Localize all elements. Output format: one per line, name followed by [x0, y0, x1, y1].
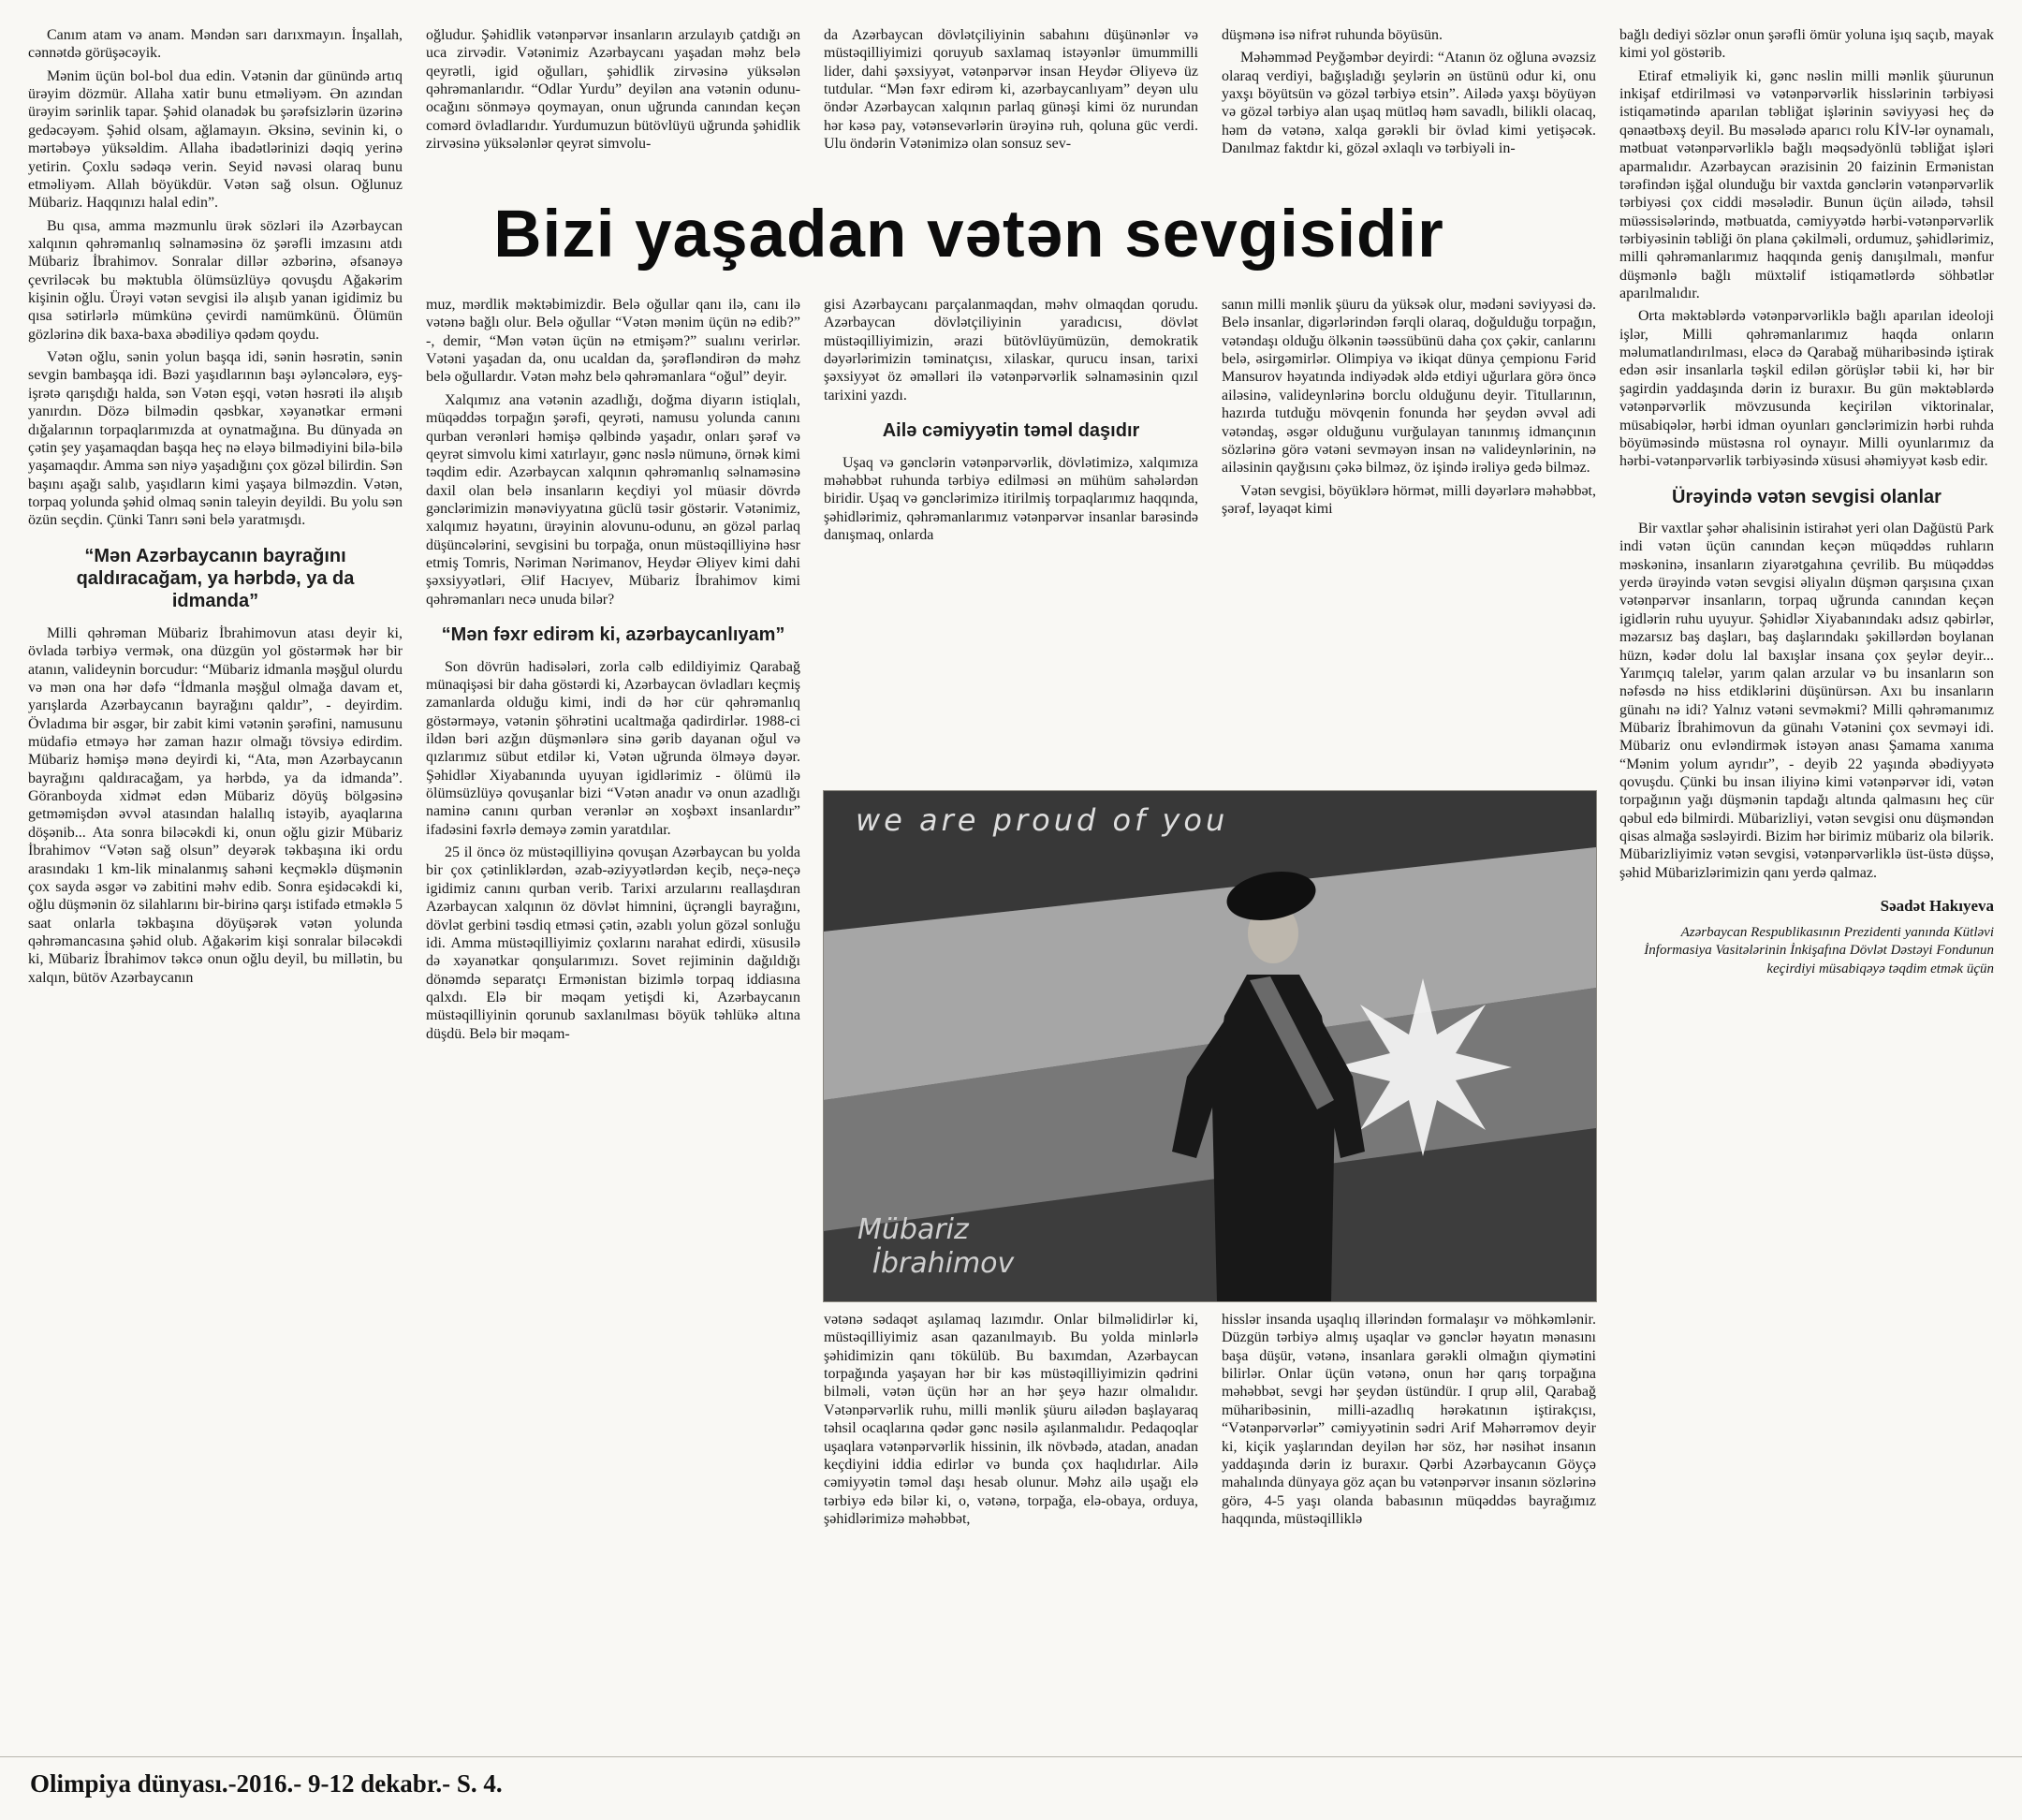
column-2-continuation: [426, 296, 800, 609]
photo-caption-name-line2: İbrahimov: [872, 1247, 1015, 1280]
paragraph: da Azərbaycan dövlətçiliyinin sabahını düşünənlər və müstəqilliyimizi qoruyub saxlamaq istəyənlər ümummilli lider, dahi şəxsiyyət, vətənpərvər insan Heydər Əliyevə üz tutdular. “Mən fəxr edirəm ki, azərbaycanlıyam” deyən ulu öndər Azərbaycan xalqının parlaq günəşi kimi öz nurundan hər kəsə pay, vətənsevərlərin ürəyinə ruh, qoluna güc verdi. Ulu öndərin Vətənimizə olan sonsuz sev-: [824, 27, 1198, 153]
article-column-4-top: [1222, 26, 1596, 202]
article-column-5: [1619, 26, 1994, 1747]
subheading-proud-quote: “Mən fəxr edirəm ki, azərbaycanlıyam”: [441, 624, 785, 646]
column-1-intro: [28, 26, 403, 530]
paragraph: Uşaq və gənclərin vətənpərvərlik, dövlətimizə, xalqımıza məhəbbət ruhunda tərbiyə edilməsi ən mühüm sahələrdən biridir. Uşaq və gənclərimizə itirilmiş torpaqlarımız haqqında, şəhidlərimiz, qəhrəmanlarımız vətənpərvər insanlar barəsində danışmaq, onlarda: [824, 454, 1198, 543]
paragraph: bağlı dediyi sözlər onun şərəfli ömür yoluna işıq saçıb, mayak kimi yol göstərib.: [1619, 27, 1994, 62]
paragraph: Orta məktəblərdə vətənpərvərliklə bağlı aparılan ideoloji işlər, Milli qəhrəmanlarımız haqda onların məlumatlandırılması, eləcə də Qarabağ müharibəsində iştirak edən əsir insanlarla təşkil edilən görüşlər təbii ki, hər bir şagirdin yaddaşında dərin iz buraxır. Bu gün məktəblərdə vətənpərvərlik mövzusunda keçirilən viktorinalar, müsabiqələr, hərbi idman oyunları gənclərimizin hərbi ruhda böyüməsində müstəsna rol oynayır. Milli oyunlarımız da hərbi-vətənpərvərlik tərbiyəsində xüsusi əhəmiyyət kəsb edir.: [1619, 308, 1994, 470]
photo-caption-top: we are proud of you: [856, 802, 1229, 838]
column-5-continuation: [1619, 26, 1994, 471]
paragraph: gisi Azərbaycanı parçalanmaqdan, məhv olmaqdan qorudu. Azərbaycan dövlətçiliyinin yaradıcısı, dövlət müstəqilliyimizin, ərazi bütövlüyümüzün, demokratik dəyərlərimizin təminatçısı, xilaskar, qurucu insan, tarixi şəxsiyyət öz əməlləri ilə vətənpərvərlik səlnaməsinin qızıl tarixini yazdı.: [824, 297, 1198, 404]
column-5-rest: [1619, 520, 1994, 882]
paragraph: hisslər insanda uşaqlıq illərindən formalaşır və möhkəmlənir. Düzgün tərbiyə almış uşaqlar və gənclər həyatın mənasını başa düşür, vətənə, insanlara gərəkli olmağın qiymətini bilirlər. Onlar üçün vətənə, onun hər qarış torpağına məhəbbət, sevgi hər şeydən üstündür. I qrup əlil, Qarabağ müharibəsinin, milli-azadlıq hərəkatının iştirakçısı, “Vətənpərvərlər” cəmiyyətinin sədri Arif Məhərrəmov deyir ki, kiçik yaşlarından deyilən hər söz, hər nəsihət insanın yaddaşında dərin iz buraxır. Qərbi Azərbaycanın Göyçə mahalında dünyaya göz açan bu vətənpərvər insanın sözlərinə görə, 4-5 yaşı olanda babasının müqəddəs bayrağımız haqqında, müstəqilliklə: [1222, 1312, 1596, 1527]
author-attribution: Azərbaycan Respublikasının Prezidenti yanında Kütləvi İnformasiya Vasitələrinin İnkişafına Dövlət Dəstəyi Fondunun keçirdiyi müsabiqəyə təqdim etmək üçün: [1644, 924, 1994, 976]
column-1-rest: [28, 624, 403, 987]
subheading-family-foundation: Ailə cəmiyyətin təməl daşıdır: [882, 420, 1140, 442]
article-column-4-bottom: [1222, 1311, 1596, 1743]
column-3-family-paragraph: [824, 454, 1198, 545]
column-3-continuation: [824, 296, 1198, 404]
paragraph: sanın milli mənlik şüuru da yüksək olur, mədəni səviyyəsi də. Belə insanlar, digərlərindən fərqli olaraq, doğulduğu torpağın, vətəndaşı olduğu ölkənin təəssübünü daha çox çəkir, canlarını belə, əsirgəmirlər. Olimpiya və ikiqat dünya çempionu Fərid Mansurov həyatında indiyədək əldə etdiyi uğurlara görə öncə ailəsinə, valideynlərinə borclu olduğunu deyir. Titullarının, hazırda tutduğu mövqenin fonunda hər şeydən əvvəl adi vətəndaş, əsgər olduğunu vurğulayan tanınmış idmançının sözlərinə görə vətəni sevməyən insan nə valideynlərinin, nə ailəsinin qayğısını çəkə bilməz, öz işində irəliyə gedə bilməz.: [1222, 297, 1596, 477]
article-column-1: [28, 26, 403, 1257]
paragraph: Milli qəhrəman Mübariz İbrahimovun atası deyir ki, övlada tərbiyə vermək, ona düzgün yol göstərmək hər bir atanın, valideynin borcudur: “Mübariz idmanla məşğul olurdu və mən ona hər dəfə “İdmanla məşğul olmağa davam et, yarışlarda Azərbaycanın bayrağını qaldır”, - deyirdim. Övladıma bir əsgər, bir zabit kimi vətənin şərəfini, namusunu müdafiə etməyə hər zaman hazır olmağı tövsiyə edirdim. Mübariz həmişə mənə deyirdi ki, “Ata, mən Azərbaycanın bayrağını qaldıracağam, ya hərbdə, ya da idmanda”. Göranboyda xidmət edən Mübariz döyüş bölgəsinə getməmişdən əvvəl atasından halallıq istəyib, ayaqlarına döşənib... Ata sonra biləcəkdi ki, onun oğlu gizir Mübariz İbrahimov “Vətən sağ olsun” deyərək təkbaşına iki ordu arasındakı 1 km-lik minalanmış sahəni keçməklə düşmənin çox sayda əsgər və zabitini məhv edib. Sonra eşidəcəkdi ki, oğlu düşmənin öz silahlarını bir-birinə qarşı istifadə etməklə 5 saat onlarla təkbaşına döyüşərək vətən yolunda qəhrəmancasına şəhid olub. Ağakərim kişi sonralar biləcəkdi ki, Mübariz İbrahimov təkcə onun oğlu deyil, bu millətin, bu xalqın, bütöv Azərbaycanın: [28, 624, 403, 986]
paragraph: Xalqımız ana vətənin azadlığı, doğma diyarın istiqlalı, müqəddəs torpağın şərəfi, qeyrəti, namusu yolunda canını qurban verənləri həmişə qəlbində yaşadır, onları şərəf və qeyrət simvolu kimi xatırlayır, gənc nəslə nümunə, örnək kimi təqdim edir. Azərbaycan xalqının qəhrəmanlıq səlnaməsinə daxil olan belə insanların keçdiyi yol müasir dövrdə gənclərimizin mənəviyyatına güclü təsir göstərir. Vətənimiz, xalqımız həyatını, ürəyinin alovunu-odunu, ən gözəl parlaq düşüncələrini, sevgisini bu torpağa, onun müstəqilliyinə həsr etmiş Tomris, Nəriman Nərimanov, Heydər Əliyev kimi dahi şəxsiyyətləri, Əlif Hacıyev, Mübariz İbrahimov kimi qəhrəmanları necə unuda bilər?: [426, 391, 800, 608]
article-column-4-middle: [1222, 296, 1596, 785]
paragraph: Bir vaxtlar şəhər əhalisinin istirahət yeri olan Dağüstü Park indi vətən üçün canından keçən müqəddəs ruhların məskəninə, insanların ziyarətgahına çevrilib. Bu müqəddəs yerdə ürəyində vətən sevgisi əliyalın düşmən qarşısına çıxan vətənpərvər insanların, torpaq uğrunda canından keçən igidlərin ruhu uyuyur. Şəhidlər Xiyabanındakı adsız qəbirlər, məzarsız baş daşları, baş daşlarındakı şəkillərdən boylanan hüzn, kədər dolu lal baxışlar insana çox şeylər deyir... Yarımçıq talelər, yarım qalan arzular və bu insanların son nəfəsdə nə hiss etdiklərini düşünürsən. Axı bu insanların günahı nə idi? Yalnız vətəni sevməkmi? Milli qəhrəmanımız Mübariz İbrahimovun da günahı Vətənini çox sevməyi idi. Mübariz onu evləndirmək istəyən anası Şamama xanıma “Mənim yolum ayrıdır”, - deyib 22 yaşında əbədiyyətə qovuşdu. Çünki bu insan iliyinə kimi vətənpərvər idi, vətən torpağının yağı düşmənin tapdağı altında qalmasını heç cür qəbul edə bilmirdi. Mübarizliyi, vətən sevgisi onu düşməndən qisas almağa səsləyirdi. Bizim hər birimiz mübariz ola bilərik. Mübarizliyimiz vətən sevgisi, vətənpərvərliklə üst-üstə düşsə, şəhid Mübarizlərimizin qanı yerdə qalmaz.: [1619, 521, 1994, 881]
photo-illustration: [824, 791, 1596, 1301]
subheading-heart-homeland: Ürəyində vətən sevgisi olanlar: [1672, 486, 1941, 507]
paragraph: Son dövrün hadisələri, zorla cəlb edildiyimiz Qarabağ münaqişəsi bir daha göstərdi ki, Azərbaycan övladları keçmiş zamanlarda olduğu kimi, indi də hər cür qəhrəmanlıq göstərməyə, vətənin şöhrətini ucaltmağa qadirdirlər. 1988-ci ildən bəri azğın düşmənlərə sinə gərib dayanan oğul və qızlarımız sübut etdilər ki, Vətən uğrunda ölməyə dəyər. Şəhidlər Xiyabanında uyuyan igidlərimiz - ölümü ilə ölümsüzlüyə qovuşanlar bizi “Vətən anadır və onun azadlığı naminə canını qurban verənlər ən xoşbəxt insanlardır” ifadəsini fəxrlə deməyə zəmin yaratdılar.: [426, 658, 800, 838]
paragraph: Vətən oğlu, sənin yolun başqa idi, sənin həsrətin, sənin sevgin bambaşqa idi. Bəzi yaşıdlarının başı əyləncələrə, eyş-işrətə qarışdığı halda, sən Vətən eşqi, vətən həsrəti ilə alışıb yanırdın. Dözə bilmədin qəsbkar, xəyanətkar erməni dığalarının torpaqlarımızda at oynatmağına. Bu dünyada ən çətin şey yaşamaqdan başqa heç nə eləyə bilmədiyini bilə-bilə yaşamaqdır. Amma sən niyə yaşadığını çox gözəl bilirdin. Sən başını aşağı salıb, yaşıdların kimi yaşaya bilməzdin. Vətən, torpaq yolunda şəhid olmaq sənin taleyin deyildi. Bu yolu sən özün seçdin. Çünki Tanrı səni belə yaratmışdı.: [28, 349, 403, 529]
article-headline: Bizi yaşadan vətən sevgisidir: [493, 198, 1444, 272]
paragraph: 25 il öncə öz müstəqilliyinə qovuşan Azərbaycan bu yolda bir çox çətinliklərdən, əzab-əziyyətlərdən keçib, neçə-neçə igidimiz canını qurban verib. Tarixi arzularını reallaşdıran Azərbaycan xalqının öz dövlət himnini, üçrəngli bayrağını, dövlət gerbini təsdiq etməsi çətin, əzablı yolun gözəl sonluğu idi. Amma müstəqilliyimiz çoxlarını narahat edirdi, xüsusilə də xəyanətkar qonşularımızı. Sovet rejiminin dağıldığı dönəmdə separatçı Ermənistan bizimlə torpaq iddiasına qalxdı. Elə bir məqam yetişdi ki, Azərbaycanın müstəqilliyinin qorunub saxlanılması böyük təhlükə altına düşdü. Belə bir məqam-: [426, 844, 800, 1042]
paragraph: oğludur. Şəhidlik vətənpərvər insanların arzulayıb çatdığı ən uca zirvədir. Vətənimiz Azərbaycanı yaşadan məhz belə qeyrətli, igid oğulları, şəhidlik zirvəsinə yüksələn qəhrəmanlarıdır. “Odlar Yurdu” deyilən ana vətənin odunu-ocağını sönməyə qoymayan, onun uğrunda canından keçən comərd övladlarıdır. Yurdumuzun bütövlüyü uğrunda şəhidlik zirvəsinə yüksələnlər qeyrət simvolu-: [426, 27, 800, 153]
paragraph: muz, mərdlik məktəbimizdir. Belə oğullar qanı ilə, canı ilə vətənə bağlı olur. Belə oğullar “Vətən mənim üçün nə edib?” -, demir, “Mən vətən üçün nə etmişəm?” sualını verirlər. Vətəni yaşadan da, onu ucaldan da, şərəfləndirən də məhz belə oğullardır. Vətən məhz belə qəhrəmanlara “oğul” deyir.: [426, 297, 800, 386]
article-column-3-middle: [824, 296, 1198, 785]
paragraph: Vətən sevgisi, böyüklərə hörmət, milli dəyərlərə məhəbbət, şərəf, ləyaqət kimi: [1222, 482, 1596, 517]
footer-divider: [0, 1756, 2022, 1757]
article-column-2-main: [426, 296, 800, 1262]
column-2-rest: [426, 658, 800, 1044]
paragraph: vətənə sədaqət aşılamaq lazımdır. Onlar bilməlidirlər ki, müstəqilliyimiz asan qazanılmayıb. Bu yolda minlərlə şəhidimizin qanı tökülüb. Bu baxımdan, Azərbaycan torpağında yaşayan hər bir kəs müstəqilliyimizin qədrini bilməli, vətən üçün hər an hər şeyə hazır olmalıdır. Vətənpərvərlik ruhu, milli mənlik şüuru ailədən başlayaraq təhsil ocaqlarına qədər gənc nəsilə aşılanmalıdır. Pedaqoqlar uşaqlara vətənpərvərlik hissinin, ilk növbədə, atadan, anadan keçdiyini iddia edirlər və bunda çox haqlıdırlar. Ailə cəmiyyətin təməl daşı hesab olunur. Məhz ailə uşağı elə tərbiyə edə bilər ki, o, vətənə, torpağa, elə-obaya, orduya, şəhidlərimizə məhəbbət,: [824, 1312, 1198, 1527]
subheading-flag-quote: “Mən Azərbaycanın bayrağını qaldıracağam, ya hərbdə, ya da idmanda”: [76, 545, 355, 612]
paragraph: Mənim üçün bol-bol dua edin. Vətənin dar günündə artıq ürəyim dözmür. Allaha xatir bunu etməliyəm. Ən azından ürəyim sərinlik tapar. Şəhid olanadək bu şərəfsizlərin üzərinə gedəcəyəm. Şəhid olsam, ağlamayın. Əksinə, sevinin ki, o mərtəbəyə yüksəldim. Allaha ibadətlərinizi dəqiq yerinə yetirin. Çoxlu sədəqə verin. Seyid nəvəsi olaraq bunu etməliyəm. Allah böyükdür. Vətən sağ olsun. Oğlunuz Mübariz. Haqqınızı halal edin”.: [28, 67, 403, 212]
article-column-3-top: [824, 26, 1198, 202]
paragraph: Bu qısa, amma məzmunlu ürək sözləri ilə Azərbaycan xalqının qəhrəmanlıq səlnaməsinə öz şərəfli imzasını atdı Mübariz İbrahimov. Sonralar dillər əzbərinə, əfsanəyə çevriləcək bu məktubla ölümsüzlüyə qovuşdu Ağakərim kişinin oğlu. Ürəyi vətən sevgisi ilə alışıb yanan igidimiz bu qısa sətirlərlə mümkünə çevirdi namümkünü. Ölümün gözlərinə dik baxa-baxa əbədiliyə qədəm qoydu.: [28, 217, 403, 343]
photo-mubariz-ibrahimov: [824, 791, 1596, 1301]
footer-citation: Olimpiya dünyası.-2016.- 9-12 dekabr.- S. 4.: [30, 1769, 503, 1798]
paragraph: düşmənə isə nifrət ruhunda böyüsün.: [1222, 27, 1443, 43]
photo-caption-name-line1: Mübariz: [857, 1213, 969, 1246]
article-column-3-bottom: [824, 1311, 1198, 1743]
author-signature: Səadət Hakıyeva: [1880, 897, 1994, 916]
paragraph: Canım atam və anam. Məndən sarı darıxmayın. İnşallah, cənnətdə görüşəcəyik.: [28, 27, 403, 62]
article-column-2-top: [426, 26, 800, 202]
paragraph: Etiraf etməliyik ki, gənc nəslin milli mənlik şüurunun inkişaf etdirilməsi və vətənpərvərlik hisslərinin tərbiyəsi istiqamətində aparılan təbliğat işlərinin səviyyəsi heç də qənaətbəxş deyil. Bu məsələdə aparıcı rolu KİV-lər oynamalı, mətbuat vətənpərvərliklə bağlı məqsədyönlü təbliğat işləri aparmalıdır. Azərbaycan ərazisinin 20 faizinin Ermənistan tərəfindən işğal olunduğu bir vaxtda gənclərin vətənpərvərlik tərbiyəsi çox ciddi məsələdir. Bunun üçün ailədə, təhsil müəssisələrində, mətbuatda, cəmiyyətdə hərbi-vətənpərvərlik tərbiyəsinin təbliği ön plana çəkilməli, ordumuz, şəhidlərimiz, milli qəhrəmanlarımız haqqında geniş danışılmalı, mənfur düşmənlə bağlı müxtəlif istiqamətlərdə söhbətlər aparılmalıdır.: [1619, 67, 1994, 302]
paragraph: Məhəmməd Peyğəmbər deyirdi: “Atanın öz oğluna əvəzsiz olaraq verdiyi, bağışladığı şeylərin ən üstünü odur ki, onu yaxşı böyütsün və gözəl tərbiyə etsin”. Ailədə yaxşı böyüyən və gözəl tərbiyə alan uşaq mütləq həm savadlı, bilikli olacaq, həm də vətənə, xalqa gərəkli bir övlad kimi yetişəcək. Danılmaz faktdır ki, gözəl əxlaqlı və tərbiyəli in-: [1222, 50, 1596, 157]
